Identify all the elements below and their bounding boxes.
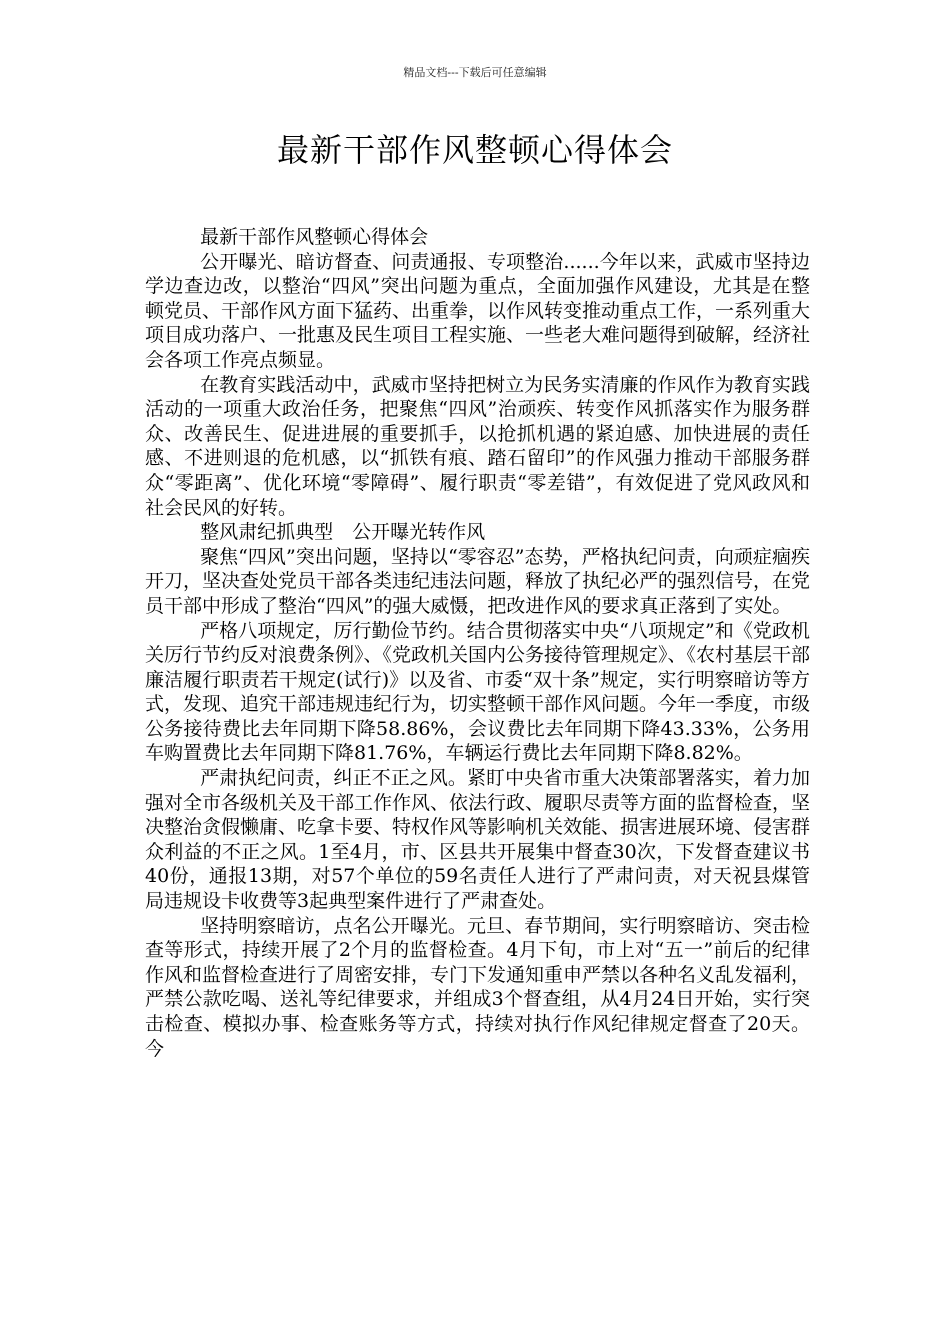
document-title: 最新干部作风整顿心得体会 — [276, 131, 673, 169]
body-paragraph: 在教育实践活动中，武威市坚持把树立为民务实清廉的作风作为教育实践活动的一项重大政治任务，把聚焦“四风”治顽疾、转变作风抓落实作为服务群众、改善民生、促进进展的重要抓手，以抢抓机遇的紧迫感、加快进展的责任感、不进则退的危机感，以“抓铁有痕、踏石留印”的作风强力推动干部服务群众“零距离”、优化环境“零障碍”、履行职责“零差错”，有效促进了党风政风和社会民风的好转。 — [145, 373, 810, 519]
body-paragraph: 严格八项规定，厉行勤俭节约。结合贯彻落实中央“八项规定”和《党政机关厉行节约反对浪费条例》、《党政机关国内公务接待管理规定》、《农村基层干部廉洁履行职责若干规定(试行)》以及省、市委“双十条”规定，实行明察暗访等方式，发现、追究干部违规违纪行为，切实整顿干部作风问题。今年一季度，市级公务接待费比去年同期下降58.86%，会议费比去年同期下降43.33%，公务用车购置费比去年同期下降81.76%，车辆运行费比去年同期下降8.82%。 — [145, 619, 811, 765]
body-paragraph: 坚持明察暗访，点名公开曝光。元旦、春节期间，实行明察暗访、突击检查等形式，持续开展了2个月的监督检查。4月下旬，市上对“五一”前后的纪律作风和监督检查进行了周密安排，专门下发通知重申严禁以各种名义乱发福利，严禁公款吃喝、送礼等纪律要求，并组成3个督查组，从4月24日开始，实行突击检查、模拟办事、检查账务等方式，持续对执行作风纪律规定督查了20天。今 — [145, 914, 811, 1060]
body-paragraph: 严肃执纪问责，纠正不正之风。紧盯中央省市重大决策部署落实，着力加强对全市各级机关及干部工作作风、依法行政、履职尽责等方面的监督检查，坚决整治贪假懒庸、吃拿卡要、特权作风等影响机关效能、损害进展环境、侵害群众利益的不正之风。1至4月，市、区县共开展集中督查30次，下发督查建议书40份，通报13期，对57个单位的59名责任人进行了严肃问责，对天祝县煤管局违规设卡收费等3起典型案件进行了严肃查处。 — [145, 767, 811, 913]
document-body — [145, 225, 810, 1061]
body-paragraph: 公开曝光、暗访督查、问责通报、专项整治......今年以来，武威市坚持边学边查边改，以整治“四风”突出问题为重点，全面加强作风建设，尤其是在整顿党员、干部作风方面下猛药、出重拳，以作风转变推动重点工作，一系列重大项目成功落户、一批惠及民生项目工程实施、一些老大难问题得到破解，经济社会各项工作亮点频显。 — [145, 250, 811, 371]
section-heading: 整风肃纪抓典型 公开曝光转作风 — [200, 521, 486, 544]
body-paragraph: 聚焦“四风”突出问题，坚持以“零容忍”态势，严格执纪问责，向顽症痼疾开刀，坚决查处党员干部各类违纪违法问题，释放了执纪必严的强烈信号，在党员干部中形成了整治“四风”的强大威慑，把改进作风的要求真正落到了实处。 — [145, 545, 811, 617]
header-note: 精品文档---下载后可任意编辑 — [403, 66, 547, 79]
body-paragraph: 最新干部作风整顿心得体会 — [200, 226, 429, 248]
